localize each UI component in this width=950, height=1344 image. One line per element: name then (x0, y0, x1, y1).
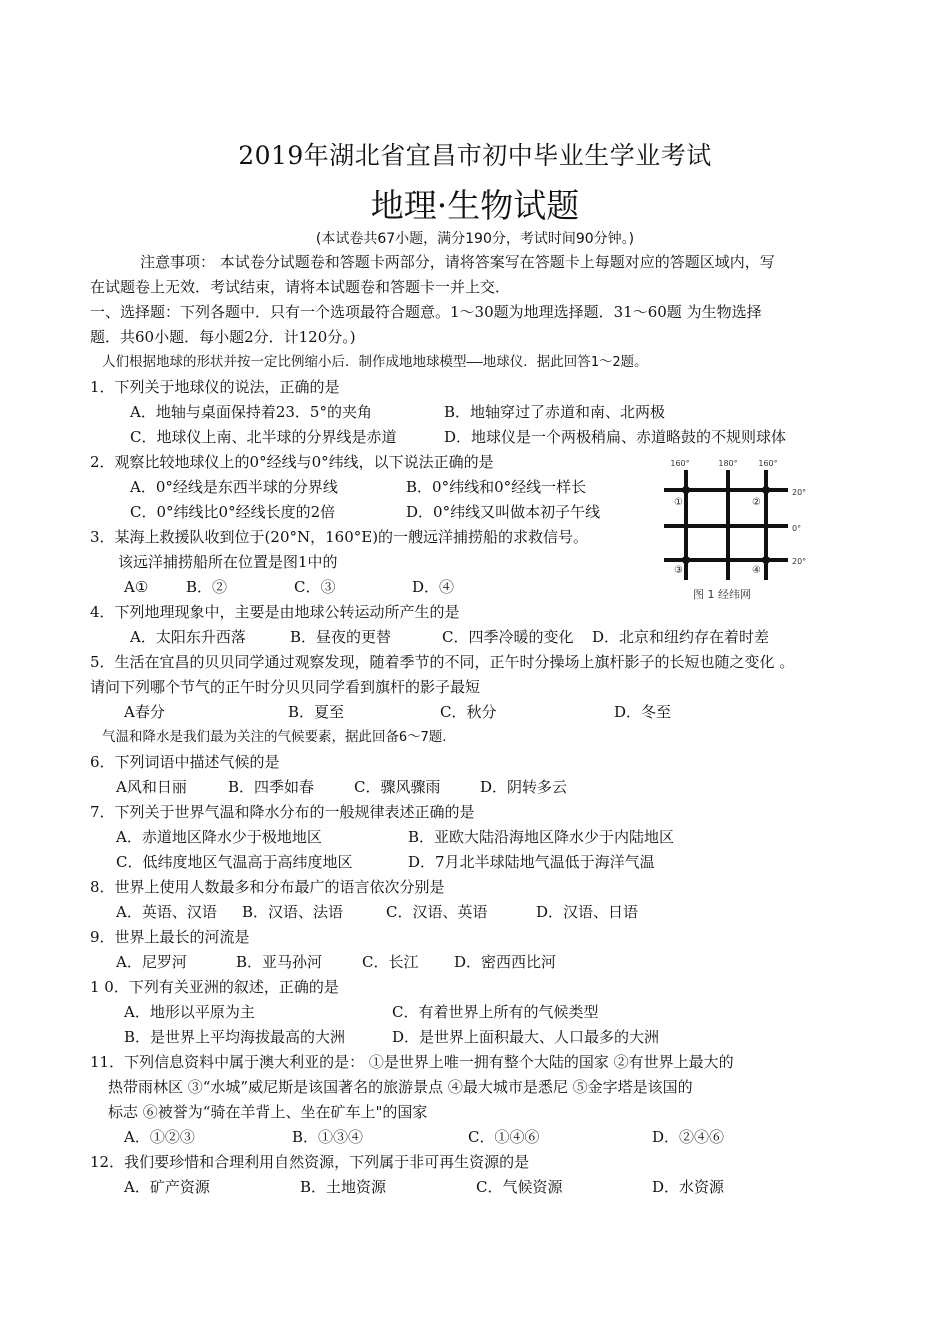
q11-option-a: A．①②③ (124, 1128, 195, 1146)
q7-options-row2 (90, 850, 870, 875)
q5-option-b: B．夏至 (288, 703, 345, 721)
q1-option-d: D．地球仪是一个两极稍扁、赤道略鼓的不规则球体 (444, 428, 787, 446)
q1-options-row2 (90, 425, 870, 450)
section-line-1: 一、选择题：下列各题中．只有一个选项最符合题意。1～30题为地理选择题．31～60题 为生物选择 (90, 303, 762, 321)
q1-options-row1 (90, 400, 870, 425)
q6-option-c: C．骤风骤雨 (354, 778, 441, 796)
q9-option-d: D．密西西比河 (454, 953, 557, 971)
q7-option-a: A．赤道地区降水少于极地地区 (116, 828, 322, 846)
q9-stem: 9．世界上最长的河流是 (90, 928, 250, 946)
q2-option-d: D．0°纬线又叫做本初子午线 (406, 503, 601, 521)
point-label-3: ③ (674, 565, 683, 576)
q3-stem-2: 该远洋捕捞船所在位置是图1中的 (118, 553, 338, 571)
q9-option-b: B．亚马孙河 (236, 953, 323, 971)
q1-option-c: C．地球仪上南、北半球的分界线是赤道 (130, 428, 397, 446)
q11-options (90, 1125, 870, 1150)
q4-options (90, 625, 870, 650)
q4-option-a: A．太阳东升西落 (130, 628, 246, 646)
lat-label-1: 20° (792, 488, 807, 497)
q10-option-c: C．有着世界上所有的气候类型 (392, 1003, 599, 1021)
q8-stem: 8．世界上使用人数最多和分布最广的语言依次分别是 (90, 878, 445, 896)
q5-options (90, 700, 870, 725)
q11-line-3: 标志 ⑥被誉为“骑在羊背上、坐在矿车上"的国家 (108, 1103, 428, 1121)
q7-option-d: D．7月北半球陆地气温低于海洋气温 (408, 853, 655, 871)
q8-option-a: A．英语、汉语 (116, 903, 217, 921)
q5-stem: 5．生活在宜昌的贝贝同学通过观察发现，随着季节的不同，正午时分操场上旗杆影子的长短也随之变化 。 (90, 653, 795, 671)
q6-option-a: A风和日丽 (116, 778, 187, 796)
lon-label-3: 160° (758, 459, 778, 468)
q4-option-c: C．四季冷暖的变化 (442, 628, 574, 646)
q4-stem: 4．下列地理现象中，主要是由地球公转运动所产生的是 (90, 603, 460, 621)
subject-title: 地理·生物试题 (370, 186, 580, 225)
q3-option-d: D．④ (412, 578, 455, 596)
exam-title: 2019年湖北省宜昌市初中毕业生学业考试 (238, 141, 712, 170)
point-label-1: ① (674, 497, 683, 508)
q12-option-a: A．矿产资源 (124, 1178, 210, 1196)
q11-option-c: C．①④⑥ (468, 1128, 540, 1146)
q1-option-b: B．地轴穿过了赤道和南、北两极 (444, 403, 666, 421)
q4-option-d: D．北京和纽约存在着时差 (592, 628, 770, 646)
q11-option-d: D．②④⑥ (652, 1128, 725, 1146)
figure-caption: 图 1 经纬网 (693, 588, 751, 601)
point-label-4: ④ (752, 565, 761, 576)
q2-option-a: A．0°经线是东西半球的分界线 (130, 478, 338, 496)
q1-option-a: A．地轴与桌面保持着23．5°的夹角 (130, 403, 372, 421)
q9-option-a: A．尼罗河 (116, 953, 187, 971)
q10-option-d: D．是世界上面积最大、人口最多的大洲 (392, 1028, 660, 1046)
q3-option-a: A① (124, 578, 149, 596)
section-line-2: 题．共60小题．每小题2分．计120分。) (90, 328, 356, 346)
q4-option-b: B．昼夜的更替 (290, 628, 392, 646)
lat-label-2: 0° (792, 524, 802, 533)
q6-option-d: D．阴转多云 (480, 778, 568, 796)
q12-option-b: B．土地资源 (300, 1178, 387, 1196)
q11-option-b: B．①③④ (292, 1128, 364, 1146)
q10-options-row2 (90, 1025, 870, 1050)
q5-option-a: A春分 (124, 703, 165, 721)
q9-options (90, 950, 870, 975)
q8-options (90, 900, 870, 925)
intro-q1-2: 人们根据地球的形状并按一定比例缩小后．制作成地地球模型——地球仪．据此回答1～2题。 (102, 354, 648, 370)
q12-options (90, 1175, 870, 1200)
q10-stem: 1 0．下列有关亚洲的叙述，正确的是 (90, 978, 339, 996)
q2-stem: 2．观察比较地球仪上的0°经线与0°纬线，以下说法正确的是 (90, 453, 494, 471)
q12-stem: 12．我们要珍惜和合理利用自然资源，下列属于非可再生资源的是 (90, 1153, 530, 1171)
q10-option-b: B．是世界上平均海拔最高的大洲 (124, 1028, 346, 1046)
point-label-2: ② (752, 497, 761, 508)
q6-options (90, 775, 870, 800)
q7-stem: 7．下列关于世界气温和降水分布的一般规律表述正确的是 (90, 803, 475, 821)
q9-option-c: C．长江 (362, 953, 419, 971)
q2-option-b: B．0°纬线和0°经线一样长 (406, 478, 587, 496)
q11-line-1: 11．下列信息资料中属于澳大利亚的是： ①是世界上唯一拥有整个大陆的国家 ②有世界上最大的 (90, 1053, 734, 1071)
lat-lon-grid-figure (652, 452, 822, 612)
grid-lines (664, 470, 788, 580)
q6-option-b: B．四季如春 (228, 778, 315, 796)
lon-label-2: 180° (718, 459, 738, 468)
q11-line-2: 热带雨林区 ③“水城”威尼斯是该国著名的旅游景点 ④最大城市是悉尼 ⑤金字塔是该国的 (108, 1078, 693, 1096)
q7-option-b: B．亚欧大陆沿海地区降水少于内陆地区 (408, 828, 675, 846)
q12-option-d: D．水资源 (652, 1178, 725, 1196)
q1-stem: 1．下列关于地球仪的说法，正确的是 (90, 378, 340, 396)
intro-q6-7: 气温和降水是我们最为关注的气候要素，据此回备6～7题． (102, 729, 456, 745)
notes-line-2: 在试题卷上无效．考试结束，请将本试题卷和答题卡一并上交． (90, 278, 511, 296)
q8-option-d: D．汉语、日语 (536, 903, 639, 921)
q12-option-c: C．气候资源 (476, 1178, 563, 1196)
q8-option-c: C．汉语、英语 (386, 903, 488, 921)
q8-option-b: B．汉语、法语 (242, 903, 344, 921)
notes-line-1: 注意事项： 本试卷分试题卷和答题卡两部分，请将答案写在答题卡上每题对应的答题区域内，写 (140, 253, 775, 271)
q3-option-b: B．② (186, 578, 228, 596)
q3-stem: 3．某海上救援队收到位于(20°N，160°E)的一艘远洋捕捞船的求救信号。 (90, 528, 589, 546)
lon-label-1: 160° (670, 459, 690, 468)
q7-option-c: C．低纬度地区气温高于高纬度地区 (116, 853, 353, 871)
exam-info: (本试卷共67小题，满分190分，考试时间90分钟。) (315, 231, 635, 247)
q5-option-c: C．秋分 (440, 703, 497, 721)
q10-options-row1 (90, 1000, 870, 1025)
q5-stem-2: 请问下列哪个节气的正午时分贝贝同学看到旗杆的影子最短 (90, 678, 481, 696)
q3-option-c: C．③ (294, 578, 336, 596)
q7-options-row1 (90, 825, 870, 850)
exam-content (90, 250, 870, 1200)
q5-option-d: D．冬至 (614, 703, 672, 721)
q6-stem: 6．下列词语中描述气候的是 (90, 753, 280, 771)
lat-label-3: 20° (792, 557, 807, 566)
q10-option-a: A．地形以平原为主 (124, 1003, 255, 1021)
q2-option-c: C．0°纬线比0°经线长度的2倍 (130, 503, 336, 521)
